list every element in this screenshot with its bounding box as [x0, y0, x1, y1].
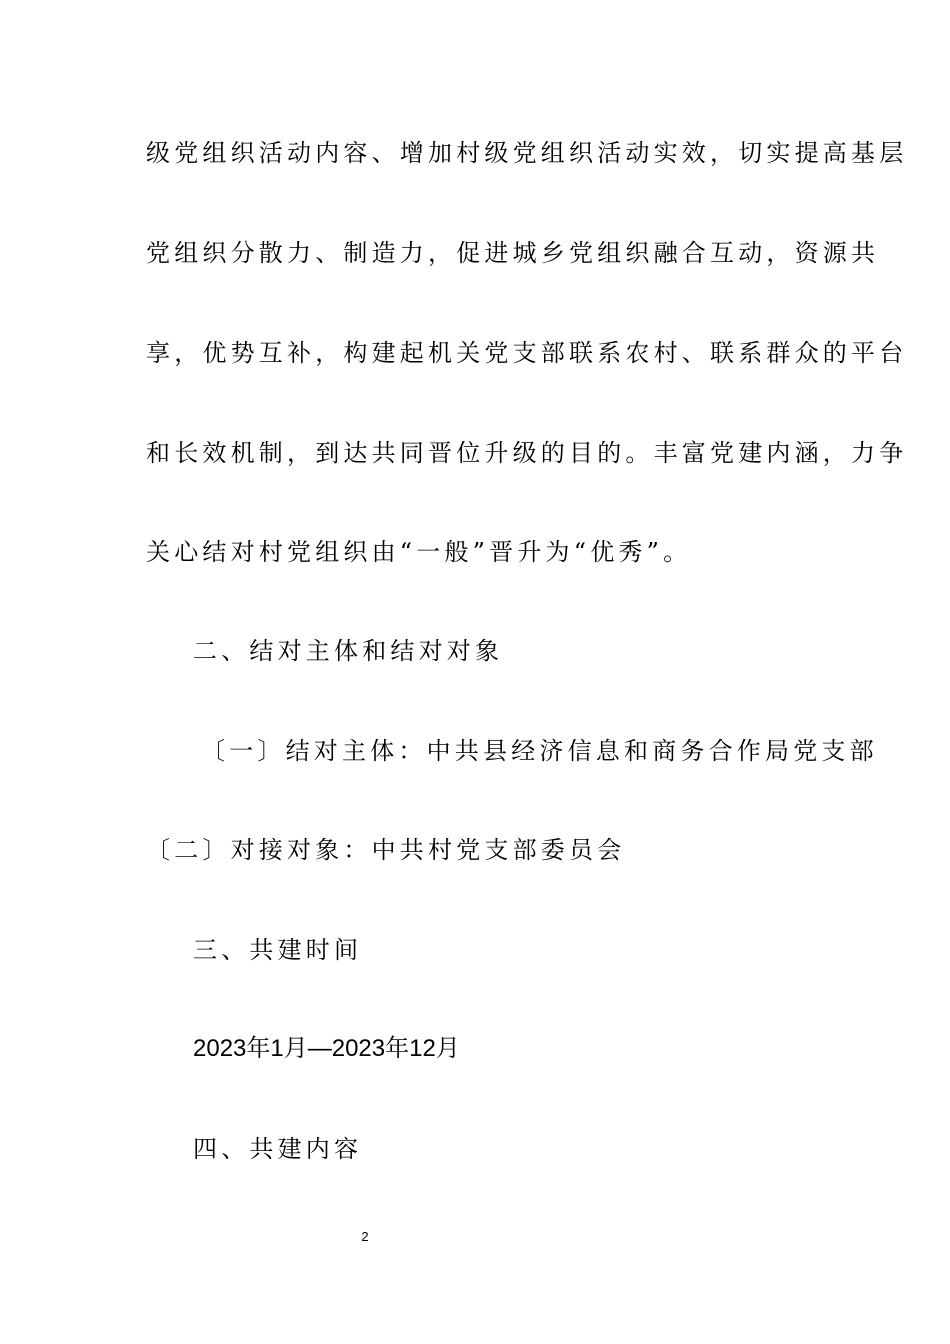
- section-two-heading: 二、结对主体和结对对象: [193, 637, 504, 665]
- paragraph-line-1: 级党组织活动内容、增加村级党组织活动实效，切实提高基层: [146, 139, 908, 167]
- paragraph-line-4: 和长效机制，到达共同晋位升级的目的。丰富党建内涵，力争: [146, 439, 908, 467]
- section-three-period: 2023年1月—2023年12月: [193, 1035, 460, 1062]
- section-two-item-2: 〔二〕对接对象：中共村党支部委员会: [146, 836, 626, 864]
- paragraph-line-2: 党组织分散力、制造力，促进城乡党组织融合互动，资源共: [146, 239, 880, 267]
- section-three-heading: 三、共建时间: [193, 936, 363, 964]
- section-four-heading: 四、共建内容: [193, 1135, 363, 1163]
- paragraph-line-5: 关心结对村党组织由“一般”晋升为“优秀”。: [146, 538, 692, 566]
- paragraph-line-3: 享，优势互补，构建起机关党支部联系农村、联系群众的平台: [146, 339, 908, 367]
- section-two-item-1: 〔一〕结对主体：中共县经济信息和商务合作局党支部: [201, 737, 878, 765]
- page-number: 2: [361, 1229, 369, 1244]
